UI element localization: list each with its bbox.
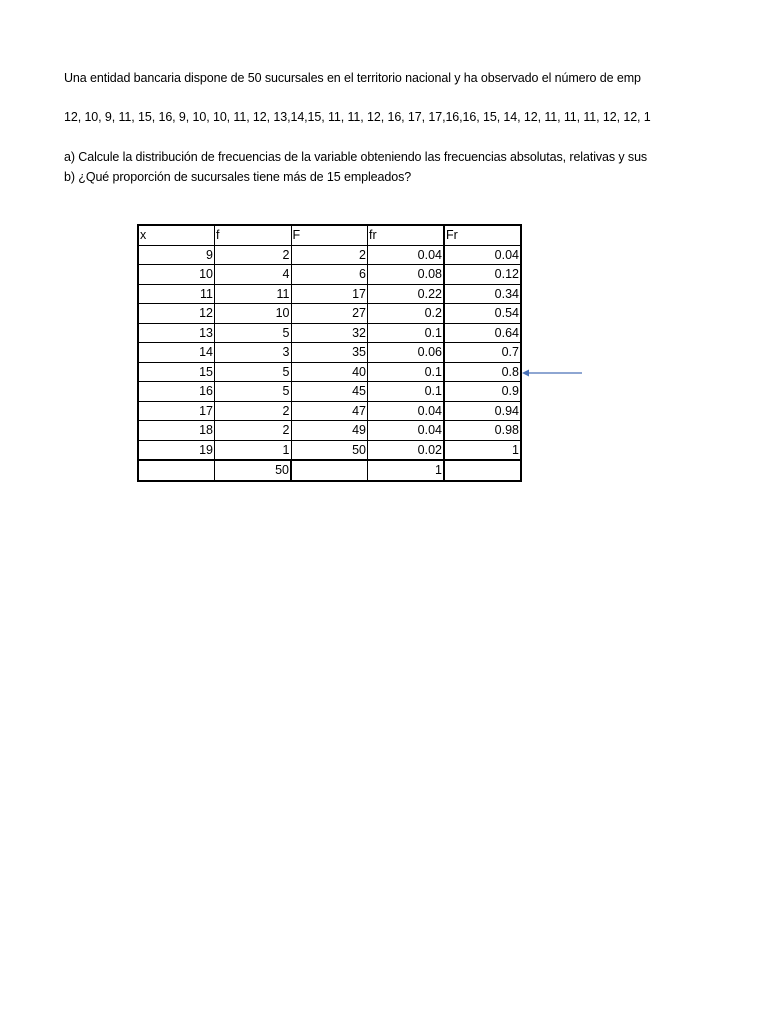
cell-fr: 0.04 xyxy=(368,421,445,441)
cell-F: 50 xyxy=(291,440,368,460)
cell-x: 13 xyxy=(138,323,215,343)
cell-x: 10 xyxy=(138,265,215,285)
cell-fr: 0.04 xyxy=(368,401,445,421)
cell-Fr: 0.04 xyxy=(444,245,521,265)
cell-Fr: 0.7 xyxy=(444,343,521,363)
frequency-table xyxy=(137,224,522,482)
header-x: x xyxy=(138,225,215,245)
cell-f: 4 xyxy=(215,265,292,285)
cell-Fr: 0.94 xyxy=(444,401,521,421)
question-b: b) ¿Qué proporción de sucursales tiene más de 15 empleados? xyxy=(64,170,412,184)
cell-x: 15 xyxy=(138,362,215,382)
cell-F: 35 xyxy=(291,343,368,363)
cell-f: 5 xyxy=(215,382,292,402)
cell-F: 47 xyxy=(291,401,368,421)
table-row xyxy=(138,323,521,343)
cell-x: 9 xyxy=(138,245,215,265)
cell-f: 2 xyxy=(215,421,292,441)
cell-fr: 0.1 xyxy=(368,323,445,343)
header-F: F xyxy=(291,225,368,245)
cell-f: 3 xyxy=(215,343,292,363)
cell-F: 49 xyxy=(291,421,368,441)
cell-F: 2 xyxy=(291,245,368,265)
cell-fr: 0.04 xyxy=(368,245,445,265)
cell-Fr: 0.12 xyxy=(444,265,521,285)
cell-f: 5 xyxy=(215,362,292,382)
table-row xyxy=(138,304,521,324)
cell-x: 17 xyxy=(138,401,215,421)
total-x xyxy=(138,460,215,481)
cell-f: 11 xyxy=(215,284,292,304)
table-row xyxy=(138,343,521,363)
cell-F: 27 xyxy=(291,304,368,324)
cell-x: 12 xyxy=(138,304,215,324)
cell-Fr: 0.98 xyxy=(444,421,521,441)
cell-f: 1 xyxy=(215,440,292,460)
cell-fr: 0.08 xyxy=(368,265,445,285)
table-row xyxy=(138,265,521,285)
cell-F: 17 xyxy=(291,284,368,304)
question-a: a) Calcule la distribución de frecuencias de la variable obteniendo las frecuencias absolutas, relativas y sus xyxy=(64,150,648,164)
cell-Fr: 0.34 xyxy=(444,284,521,304)
data-values: 12, 10, 9, 11, 15, 16, 9, 10, 10, 11, 12, 13,14,15, 11, 11, 12, 16, 17, 17,16,16, 15, 14, 12, 11, 11, 11, 12, 12, 1 xyxy=(64,110,651,124)
table-row xyxy=(138,401,521,421)
total-f: 50 xyxy=(215,460,292,481)
table-row xyxy=(138,382,521,402)
cell-x: 18 xyxy=(138,421,215,441)
header-Fr: Fr xyxy=(444,225,521,245)
cell-Fr: 0.64 xyxy=(444,323,521,343)
table-row xyxy=(138,284,521,304)
table-header-row xyxy=(138,225,521,245)
cell-fr: 0.02 xyxy=(368,440,445,460)
cell-F: 32 xyxy=(291,323,368,343)
cell-x: 14 xyxy=(138,343,215,363)
cell-fr: 0.2 xyxy=(368,304,445,324)
cell-F: 40 xyxy=(291,362,368,382)
cell-F: 45 xyxy=(291,382,368,402)
table-row xyxy=(138,362,521,382)
cell-Fr: 0.54 xyxy=(444,304,521,324)
table-totals-row xyxy=(138,460,521,481)
cell-x: 16 xyxy=(138,382,215,402)
total-Fr xyxy=(444,460,521,481)
cell-f: 2 xyxy=(215,401,292,421)
cell-fr: 0.06 xyxy=(368,343,445,363)
cell-fr: 0.22 xyxy=(368,284,445,304)
cell-x: 11 xyxy=(138,284,215,304)
cell-f: 2 xyxy=(215,245,292,265)
cell-F: 6 xyxy=(291,265,368,285)
total-fr: 1 xyxy=(368,460,445,481)
cell-fr: 0.1 xyxy=(368,362,445,382)
arrow-left-icon xyxy=(520,366,584,380)
cell-Fr: 0.9 xyxy=(444,382,521,402)
header-f: f xyxy=(215,225,292,245)
cell-f: 10 xyxy=(215,304,292,324)
header-fr: fr xyxy=(368,225,445,245)
total-F xyxy=(291,460,368,481)
cell-Fr: 1 xyxy=(444,440,521,460)
cell-fr: 0.1 xyxy=(368,382,445,402)
table-row xyxy=(138,440,521,460)
cell-f: 5 xyxy=(215,323,292,343)
cell-Fr: 0.8 xyxy=(444,362,521,382)
problem-statement: Una entidad bancaria dispone de 50 sucursales en el territorio nacional y ha observado el número de emp xyxy=(64,71,641,85)
cell-x: 19 xyxy=(138,440,215,460)
table-row xyxy=(138,421,521,441)
table-row xyxy=(138,245,521,265)
